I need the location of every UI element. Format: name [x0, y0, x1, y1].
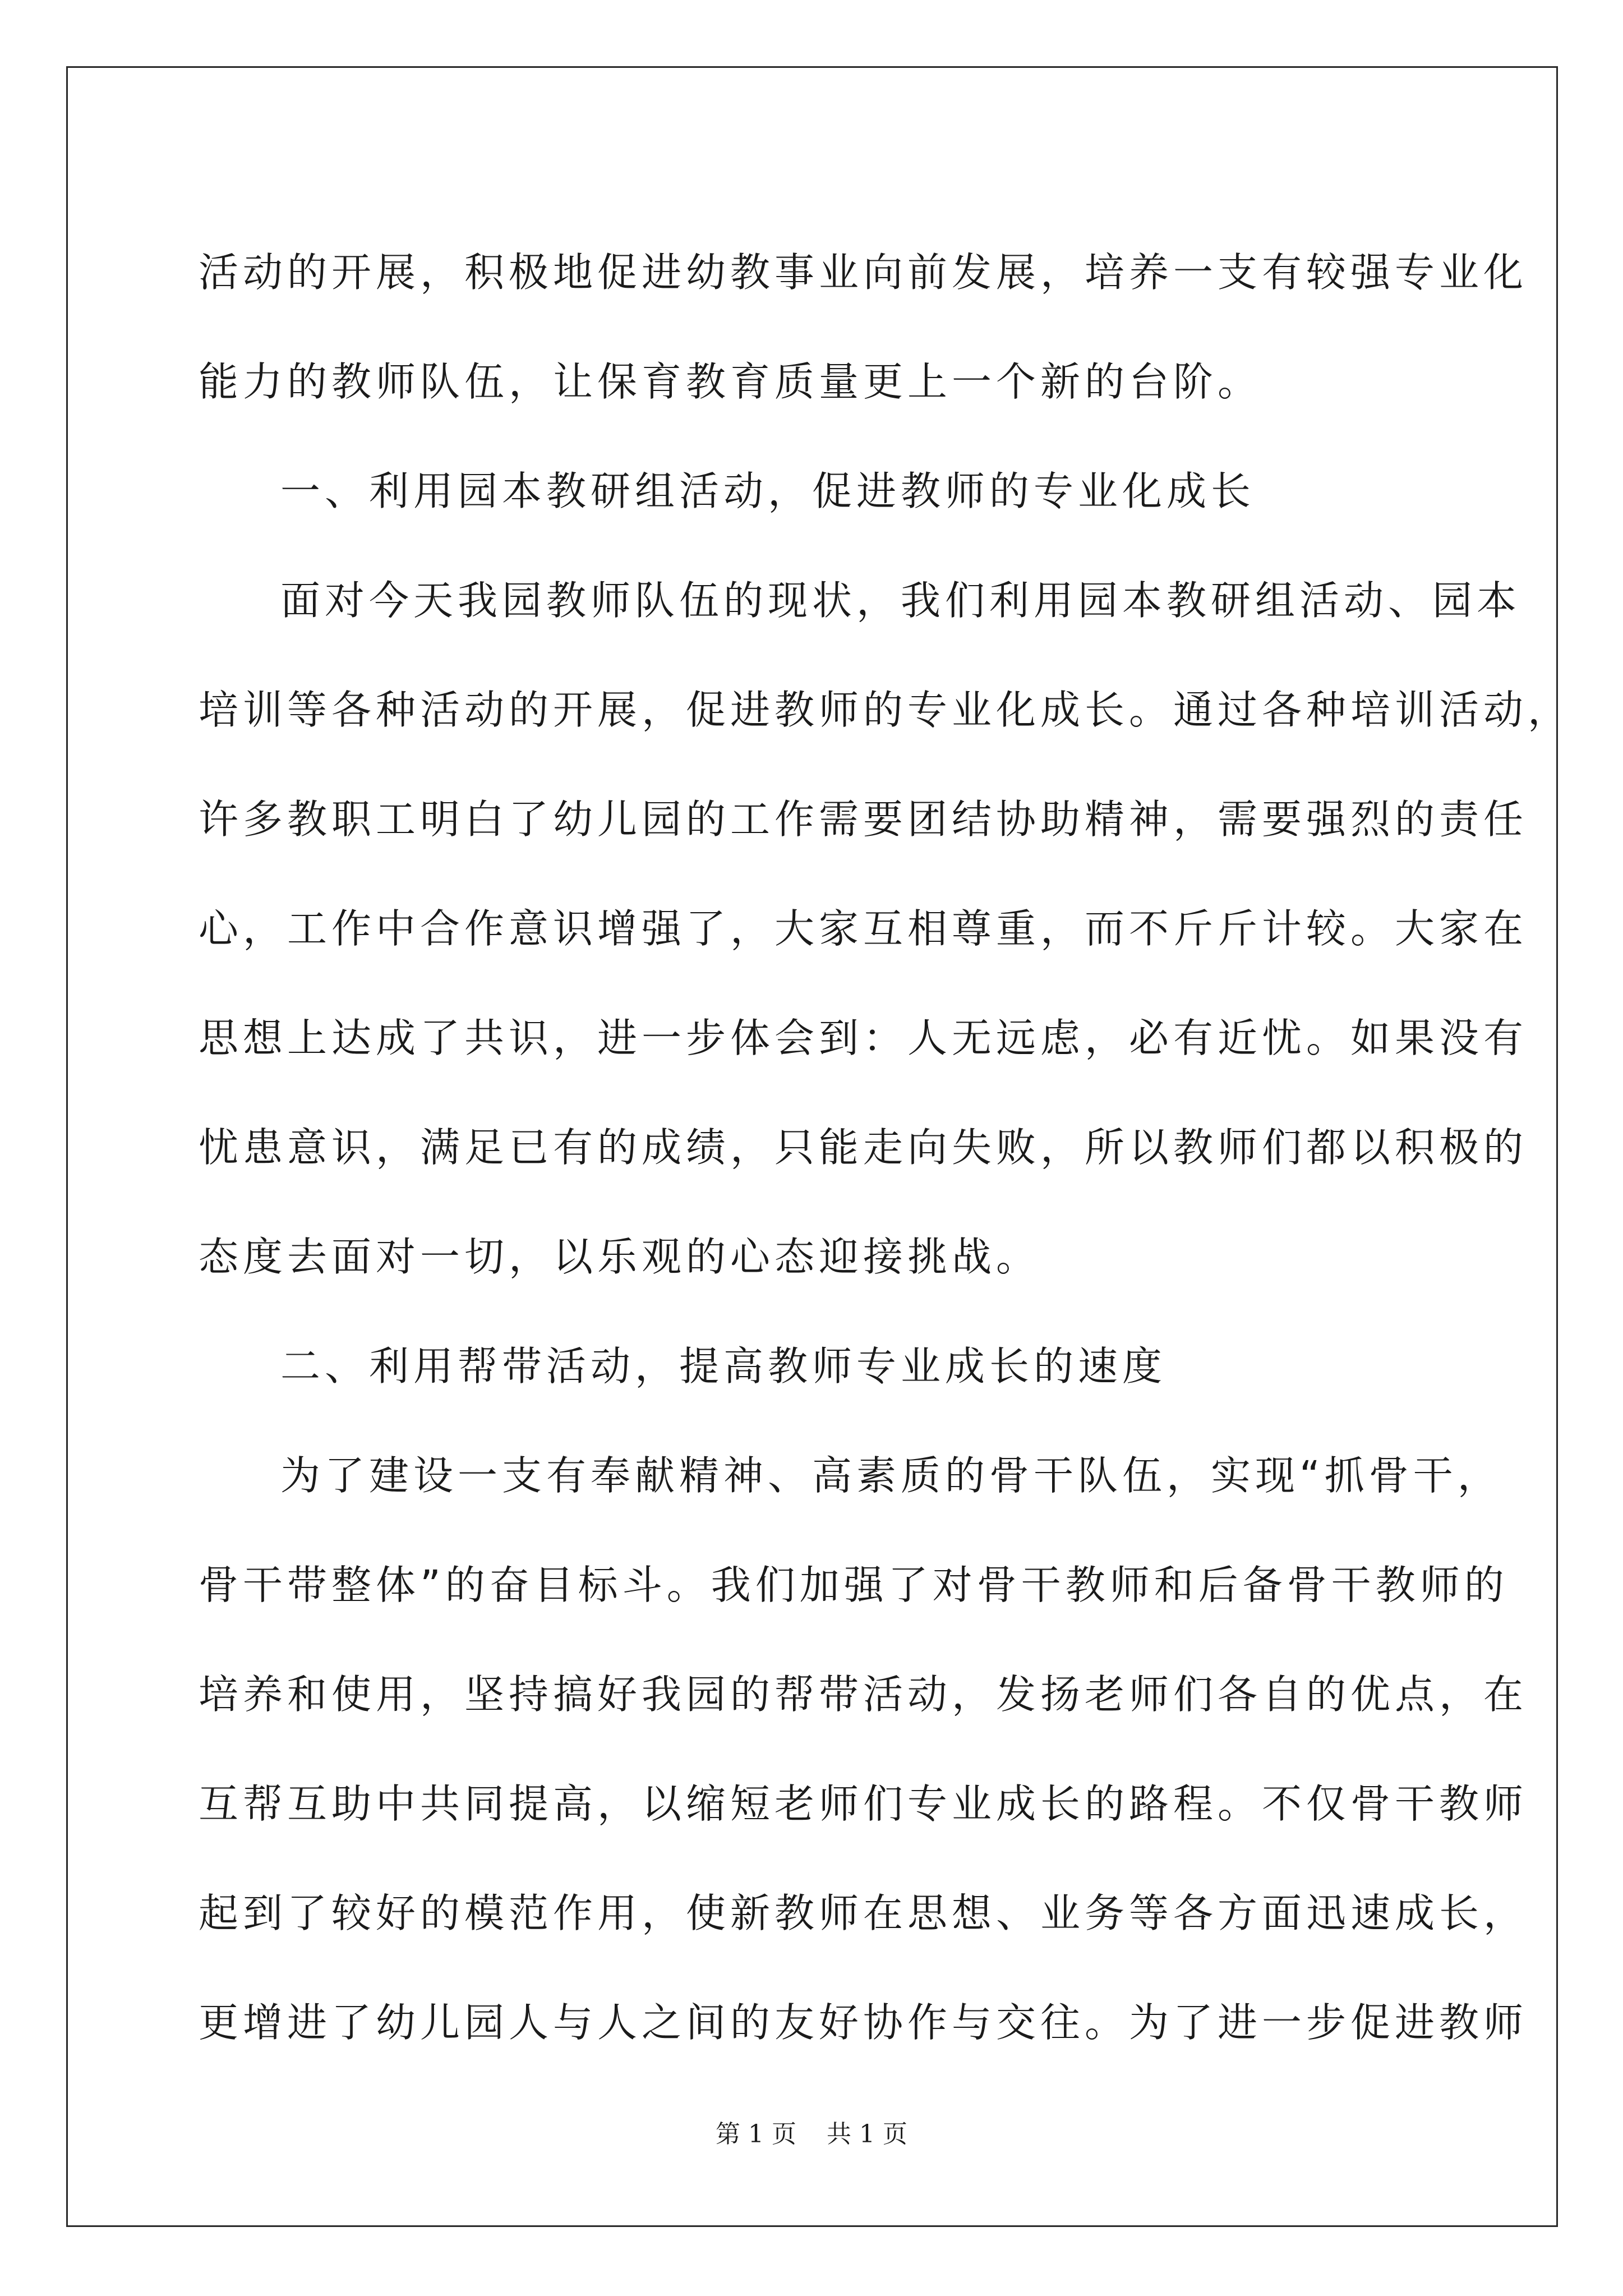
text-line: 面对今天我园教师队伍的现状，我们利用园本教研组活动、园本	[280, 577, 1521, 624]
text-line: 更增进了幼儿园人与人之间的友好协作与交往。为了进一步促进教师	[199, 1999, 1528, 2046]
text-line: 态度去面对一切，以乐观的心态迎接挑战。	[199, 1234, 1041, 1280]
text-line: 一、利用园本教研组活动，促进教师的专业化成长	[280, 468, 1256, 514]
text-line: 为了建设一支有奉献精神、高素质的骨干队伍，实现“抓骨干，	[280, 1452, 1502, 1499]
text-line: 培养和使用，坚持搞好我园的帮带活动，发扬老师们各自的优点，在	[199, 1671, 1528, 1718]
text-line: 忧患意识，满足已有的成绩，只能走向失败，所以教师们都以积极的	[199, 1124, 1528, 1171]
document-body	[199, 218, 1573, 2077]
text-line: 二、利用帮带活动，提高教师专业成长的速度	[280, 1343, 1167, 1389]
text-line: 骨干带整体”的奋目标斗。我们加强了对骨干教师和后备骨干教师的	[199, 1562, 1509, 1608]
text-line: 心，工作中合作意识增强了，大家互相尊重，而不斤斤计较。大家在	[199, 905, 1528, 952]
text-line: 活动的开展，积极地促进幼教事业向前发展，培养一支有较强专业化	[199, 249, 1528, 296]
text-line: 能力的教师队伍，让保育教育质量更上一个新的台阶。	[199, 358, 1262, 405]
text-line: 互帮互助中共同提高，以缩短老师们专业成长的路程。不仅骨干教师	[199, 1780, 1528, 1827]
page-total: 共 1 页	[827, 2120, 907, 2148]
page-footer	[0, 2118, 1623, 2151]
text-line: 许多教职工明白了幼儿园的工作需要团结协助精神，需要强烈的责任	[199, 796, 1528, 843]
page-number: 第 1 页	[716, 2120, 796, 2148]
text-line: 培训等各种活动的开展，促进教师的专业化成长。通过各种培训活动，	[199, 687, 1573, 733]
text-line: 思想上达成了共识，进一步体会到：人无远虑，必有近忧。如果没有	[199, 1015, 1528, 1061]
text-line: 起到了较好的模范作用，使新教师在思想、业务等各方面迅速成长，	[199, 1890, 1528, 1936]
